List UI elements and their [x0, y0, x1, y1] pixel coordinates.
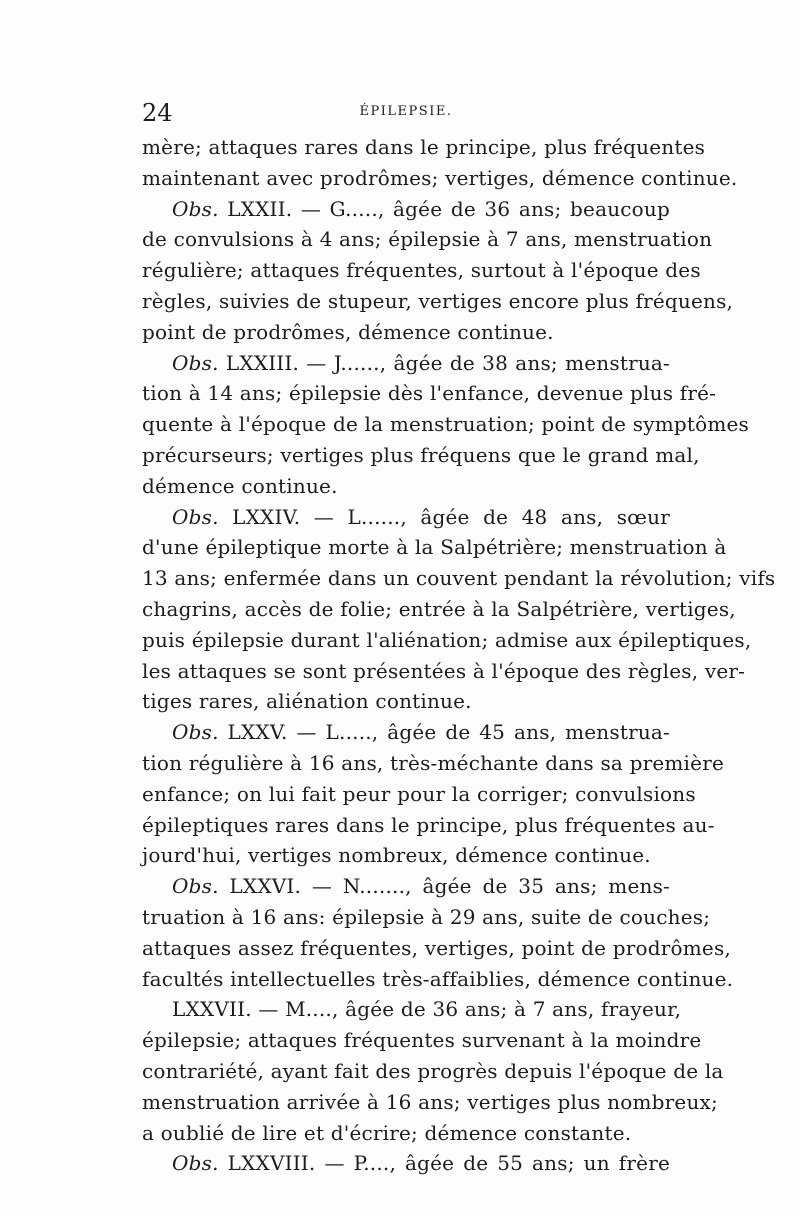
text-line	[142, 194, 670, 225]
text-line	[142, 409, 750, 440]
line-text: menstruation arrivée à 16 ans; vertiges plus nombreux;	[142, 1089, 718, 1114]
line-text: LXXIV. — L......, âgée de 48 ans, sœur	[218, 504, 670, 529]
line-text: attaques assez fréquentes, vertiges, point de prodrômes,	[142, 935, 731, 960]
text-line	[142, 1118, 670, 1149]
text-line	[142, 317, 670, 348]
line-text: de convulsions à 4 ans; épilepsie à 7 ans, menstruation	[142, 227, 713, 252]
text-line	[142, 502, 670, 533]
line-text: chagrins, accès de folie; entrée à la Salpétrière, vertiges,	[142, 596, 736, 621]
line-text: 13 ans; enfermée dans un couvent pendant la révolution; vifs	[142, 566, 776, 591]
text-line	[142, 840, 670, 871]
text-line	[142, 1148, 670, 1179]
text-line	[142, 378, 717, 409]
text-line	[142, 563, 776, 594]
text-line	[142, 440, 700, 471]
text-line	[142, 286, 734, 317]
text-line	[142, 1087, 718, 1118]
line-text: puis épilepsie durant l'aliénation; admise aux épileptiques,	[142, 627, 752, 652]
text-line	[142, 994, 682, 1025]
text-line	[142, 625, 752, 656]
line-text: truation à 16 ans: épilepsie à 29 ans, suite de couches;	[142, 904, 711, 929]
line-text: quente à l'époque de la menstruation; point de symptômes	[142, 412, 750, 437]
observation-label: Obs.	[172, 350, 219, 375]
line-text: régulière; attaques fréquentes, surtout à l'époque des	[142, 258, 701, 283]
line-text: enfance; on lui fait peur pour la corriger; convulsions	[142, 781, 696, 806]
running-title: ÉPILEPSIE.	[359, 104, 453, 119]
line-text: tion à 14 ans; épilepsie dès l'enfance, devenue plus fré-	[142, 381, 717, 406]
line-text: règles, suivies de stupeur, vertiges encore plus fréquens,	[142, 288, 734, 313]
line-text: LXXIII. — J......, âgée de 38 ans; menstrua-	[218, 350, 670, 375]
body-text	[142, 132, 776, 1179]
line-text: LXXVII. — M...., âgée de 36 ans; à 7 ans, frayeur,	[172, 997, 682, 1022]
text-line	[142, 902, 711, 933]
page-number: 24	[142, 99, 173, 127]
observation-label: Obs.	[172, 720, 219, 745]
line-text: LXXII. — G....., âgée de 36 ans; beaucoup	[218, 196, 670, 221]
line-text: point de prodrômes, démence continue.	[142, 319, 554, 344]
running-head	[142, 98, 670, 128]
observation-label: Obs.	[172, 504, 219, 529]
line-text: tion régulière à 16 ans, très-méchante dans sa première	[142, 750, 724, 775]
observation-label: Obs.	[172, 196, 219, 221]
text-line	[142, 717, 670, 748]
line-text: jourd'hui, vertiges nombreux, démence continue.	[142, 843, 651, 868]
line-text: démence continue.	[142, 473, 338, 498]
text-line	[142, 686, 670, 717]
text-line	[142, 1056, 724, 1087]
text-line	[142, 348, 670, 379]
text-line	[142, 594, 736, 625]
line-text: facultés intellectuelles très-affaiblies, démence continue.	[142, 966, 734, 991]
text-line	[142, 656, 746, 687]
text-line	[142, 132, 706, 163]
text-line	[142, 1025, 702, 1056]
text-line	[142, 964, 734, 995]
line-text: contrariété, ayant fait des progrès depuis l'époque de la	[142, 1058, 724, 1083]
text-line	[142, 471, 670, 502]
line-text: LXXVIII. — P...., âgée de 55 ans; un frère	[218, 1151, 670, 1176]
observation-label: Obs.	[172, 874, 219, 899]
text-line	[142, 871, 670, 902]
line-text: précurseurs; vertiges plus fréquens que le grand mal,	[142, 442, 700, 467]
text-line	[142, 532, 727, 563]
text-line	[142, 224, 713, 255]
text-line	[142, 163, 738, 194]
text-line	[142, 810, 715, 841]
observation-label: Obs.	[172, 1151, 219, 1176]
text-line	[142, 748, 724, 779]
text-line	[142, 779, 696, 810]
text-line	[142, 933, 731, 964]
line-text: d'une épileptique morte à la Salpétrière; menstruation à	[142, 535, 727, 560]
line-text: mère; attaques rares dans le principe, plus fréquentes	[142, 135, 706, 159]
line-text: a oublié de lire et d'écrire; démence constante.	[142, 1120, 632, 1145]
line-text: maintenant avec prodrômes; vertiges, démence continue.	[142, 165, 738, 190]
line-text: LXXV. — L....., âgée de 45 ans, menstrua-	[218, 720, 670, 745]
text-line	[142, 255, 701, 286]
line-text: tiges rares, aliénation continue.	[142, 689, 472, 714]
line-text: les attaques se sont présentées à l'époque des règles, ver-	[142, 658, 746, 683]
line-text: épileptiques rares dans le principe, plus fréquentes au-	[142, 812, 715, 837]
line-text: épilepsie; attaques fréquentes survenant à la moindre	[142, 1028, 702, 1053]
line-text: LXXVI. — N......., âgée de 35 ans; mens-	[218, 874, 670, 899]
